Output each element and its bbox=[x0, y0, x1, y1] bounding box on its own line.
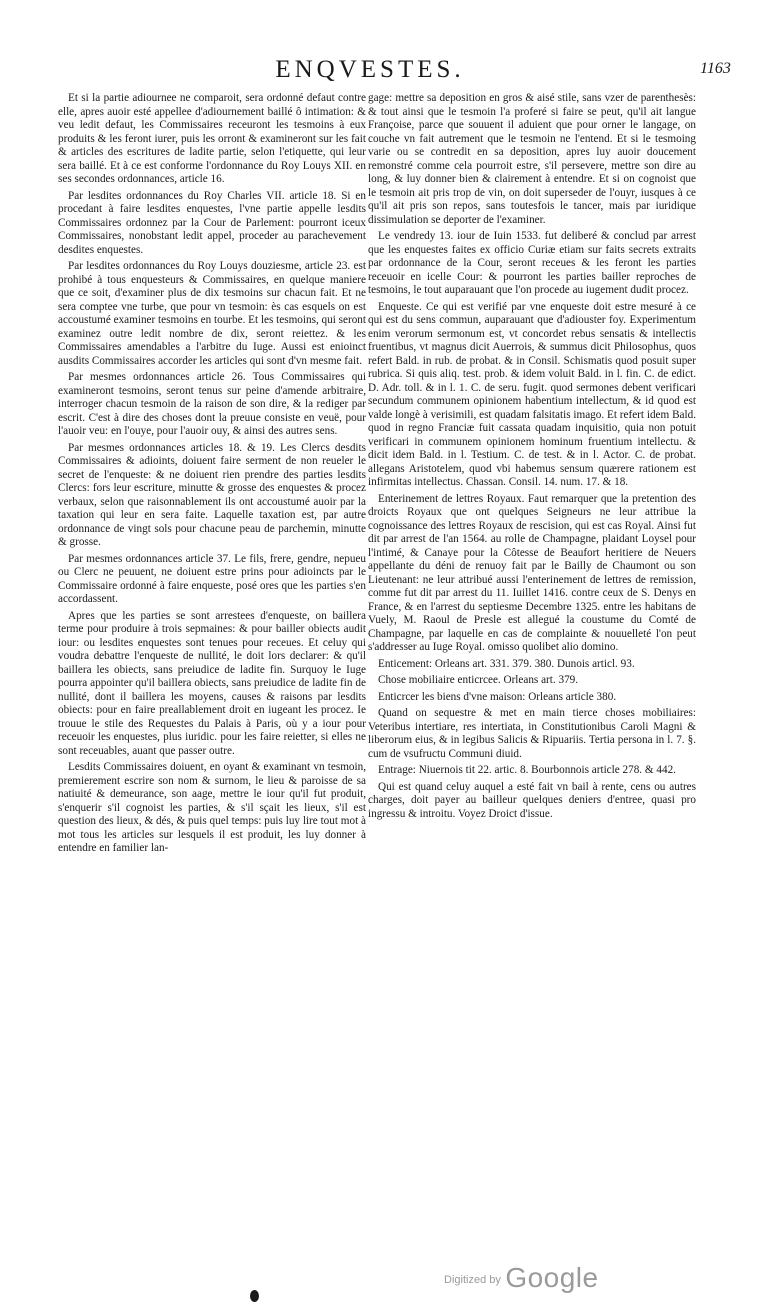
page-number: 1163 bbox=[700, 60, 731, 77]
paragraph: Enterinement de lettres Royaux. Faut remarquer que la pretention des droicts Royaux que ont quelques Seigneurs ne leur attribue la cognoissance des lettres Royaux de rescision, qui est cas Royal. Ainsi fut dit par arrest de l'an 1564. au rolle de Champagne, plaidant Loysel pour l'intimé, & Canaye pour la Côtesse de Beaufort heritiere de Neuers appellante du déni de renuoy fait par le Bailly de Chaumont ou son Lieutenant: ne leur attribué aussi l'enterinement de lettres de remission, comme fut dit par arrest du 11. Iuillet 1416. contre ceux de S. Denys en France, & en l'arrest du septiesme Decembre 1325. entre les habitans de Vuely, M. Raoul de Presle est allegué la coustume du Comté de Champagne, par laquelle en cas de complainte & nouuelleté l'on peut s'addresser au Iuge Royal. omisso quolibet alio domino. bbox=[368, 492, 696, 653]
paragraph: Qui est quand celuy auquel a esté fait vn bail à rente, cens ou autres charges, doit payer au bailleur quelques deniers d'entree, quasi pro ingressu & introitu. Voyez Droict d'issue. bbox=[368, 780, 696, 820]
digitization-watermark bbox=[444, 1262, 599, 1294]
paragraph: Entrage: Niuernois tit 22. artic. 8. Bourbonnois article 278. & 442. bbox=[378, 764, 676, 776]
paragraph: Apres que les parties se sont arrestees d'enqueste, on baillera terme pour produire à trois sepmaines: & pour bailler obiects audit iour: ou lesdites enquestes sont tenues pour receues. Et celuy qui voudra debattre l'enqueste de nullité, le doit lors declarer: & qu'il baillera les obiects, sans preiudice de ladite fin. Surquoy le Iuge pourra appointer qu'il baillera obiects, sans preiudice de ladite fin de nullité, dont il baillera les moyens, causes & raisons par lesdits obiects: pour en faire preallablement droit en iugeant les procez. Ie trouue le stile des Requestes du Palais à Paris, où y a iour pour receuoir les enquestes, plus iuridic. pour les faire reietter, si elles ne sont receuables, auant que passer outre. bbox=[58, 609, 366, 757]
paragraph: Enqueste. Ce qui est verifié par vne enqueste doit estre mesuré à ce qui est du sens commun, auparauant que d'adiouster foy. Experimentum enim verorum sermonum est, vt concordet rebus sensatis & intellectis fruentibus, vt magnus dicit Auerrois, & summus dicit Philosophus, quos refert Bald. in rub. de probat. & in Consil. Schismatis quod posuit super rubrica. Si quis aliq. test. prob. & idem voluit Bald. in l. fin. C. de edict. D. Adr. toll. & in l. 1. C. de seru. fugit. quod sermones debent verificari secundum communem opinionem habentium intellectum, & id quod est valde longè à verisimili, est quadam falsitatis imago. Et refert idem Bald. quod in regno Franciæ fuit cassata quadam inquisitio, quia non potuit verificari in communem opinionem hominum fruentium intellectu. & dicit idem Bald. in l. Testium. C. de test. & in l. Actor. C. de probat. allegans Aristotelem, quod vbi habemus sensum quærere rationem est infirmitas intellectus. Chassan. Consil. 14. num. 17. & 18. bbox=[368, 300, 696, 488]
paragraph: Par mesmes ordonnances article 26. Tous Commissaires qui examineront tesmoins, seront tenus sur peine d'amende arbitraire, interroger chacun tesmoin de la raison de son dire, & la rediger par escrit. C'est à dire des choses dont la preuue consiste en veuë, pour l'auoir veu: en l'ouye, pour l'auoir ouy, & ainsi des autres sens. bbox=[58, 371, 366, 437]
paragraph: Par lesdites ordonnances du Roy Louys douziesme, article 23. est prohibé à tous enquesteurs & Commissaires, en quelque maniere que ce soit, d'examiner plus de dix tesmoins sur chacun fait. Et ne sera comptee vne turbe, que pour vn tesmoin: ès cas esquels on est accoustumé examiner tesmoins en tourbe. Et les tesmoins, qui seront examinez outre ledit nombre de dix, seront reiettez. & les Commissaires amendables a l'arbitre du Iuge. Aussi est enioinct ausdits Commissaires accorder les articles qui sont d'vn mesme fait. bbox=[58, 260, 366, 367]
paragraph: Enticrcer les biens d'vne maison: Orleans article 380. bbox=[378, 690, 617, 703]
paragraph: gage: mettre sa deposition en gros & aisé stile, sans vzer de parenthesès: & tout ainsi que le tesmoin l'a proferé si faire se peut, qu'il ait langue Françoise, parce que souuent il aduient que pour orner le langage, on couche vn fait autrement que le tesmoin ne l'entend. Et si le tesmoing varie ou se contredit en sa deposition, apres luy auoir doucement remonstré comme cela pourroit estre, s'il persevere, mettre son dire au long, & luy donner bien & clairement à entendre. Et si on cognoist que le tesmoin ait pris trop de vin, on doit superseder de l'ouyr, iusques à ce qu'il ait pris son repos, sans toutesfois le tancer, mais par iuridique dissimulation se deporter de l'examiner. bbox=[368, 92, 696, 226]
paragraph: Par mesmes ordonnances articles 18. & 19. Les Clercs desdits Commissaires & adioints, doiuent faire serment de non reueler le secret de l'enqueste: & ne doiuent rien prendre des parties lesdits Clercs: fors leur escriture, minutte & grosse des enquestes & procez verbaux, selon que raisonnablement ils ont accoustumé auoir par la taxation qui leur en sera faite. Laquelle taxation est, par autre ordonnance de vingt sols pour chacune peau de parchemin, minutte & grosse. bbox=[58, 441, 366, 548]
running-head: ENQVESTES. bbox=[275, 56, 465, 83]
paragraph: Par mesmes ordonnances article 37. Le fils, frere, gendre, nepueu ou Clerc ne peuuent, ne doiuent estre prins pour adioincts par le Commissaire ordonné à faire enqueste, posé ores que les parties s'en accordassent. bbox=[58, 552, 366, 605]
digitized-by-label: Digitized by bbox=[444, 1274, 501, 1286]
paragraph: Par lesdites ordonnances du Roy Charles VII. article 18. Si en procedant à faire lesdites enquestes, l'vne partie appelle lesdits Commissaires ordonnez par la Cour de Parlement: pourront iceux Commissaires, nonobstant ledit appel, proceder au parachevement desdites enquestes. bbox=[58, 189, 366, 256]
paragraph: Quand on sequestre & met en main tierce choses mobiliaires: Veteribus intertiare, res intertiata, in Constitutionibus Caroli Magni & liberorum eius, & in legibus Salicis & Ripuariis. Tertia persona in l. 7. §. cum de vsufructu Communi diuid. bbox=[368, 707, 696, 760]
google-logo: Google bbox=[505, 1262, 599, 1293]
paragraph: Enticement: Orleans art. 331. 379. 380. Dunois articl. 93. bbox=[378, 657, 635, 670]
paragraph: Lesdits Commissaires doiuent, en oyant & examinant vn tesmoin, premierement escrire son nom & surnom, le lieu & paroisse de sa natiuité & demeurance, son aage, mettre le iour qu'il fut produit, s'enquerir s'il cognoist les parties, & s'il sçait les lieux, s'il est question des lieux, & dés, & puis quel temps: puis luy lire tout mot à mot tous les articles sur lesquels il est produit, les luy donner à entendre en familier lan- bbox=[58, 761, 366, 854]
ink-blot bbox=[250, 1290, 259, 1302]
paragraph: Chose mobiliaire enticrcee. Orleans art. 379. bbox=[378, 674, 579, 686]
right-column bbox=[368, 92, 696, 824]
paragraph: Le vendredy 13. iour de Iuin 1533. fut deliberé & conclud par arrest que les enquestes faites ex officio Curiæ etiam sur faits secrets extraits par ordonnance de la Cour, seront receues & les feront les parties receuoir en icelle Cour: & pourront les parties bailler reproches de tesmoins, le tout auparauant que l'on procede au iugement dudit procez. bbox=[368, 230, 696, 296]
left-column bbox=[58, 92, 366, 859]
paragraph: Et si la partie adiournee ne comparoit, sera ordonné defaut contre elle, apres auoir esté appellee d'adiournement baillé ô intimation: & veu ledit defaut, les Commissaires receuront les tesmoins à eux produits & les feront iurer, puis les orront & examineront sur les fait & articles des escritures de ladite partie, selon l'etiquette, qui leur sera baillé. Et à ce est conforme l'ordonnance du Roy Louys XII. en ses secondes ordonnances, article 16. bbox=[58, 92, 366, 185]
